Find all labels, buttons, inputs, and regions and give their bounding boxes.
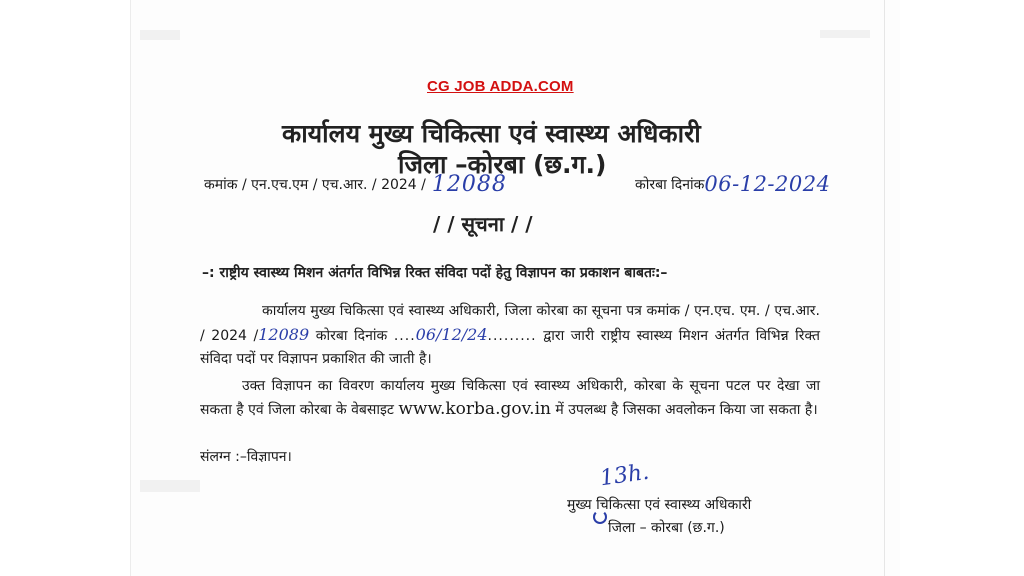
bleed-mark [820,30,870,38]
date-line [635,172,830,196]
paragraph-1-text-b: कोरबा दिनांक [315,328,388,344]
date-handwritten: 06-12-2024 [704,172,831,196]
bleed-mark [140,30,180,40]
signature-scrawl: 13h. [598,459,651,492]
paragraph-1-text-c: द्वारा जारी राष्ट्रीय स्वास्थ्य मिशन अंतर्गत विभिन्न रिक्त संविदा पदों पर विज्ञापन प्रकाशित की जाती है। [200,328,821,367]
reference-line [204,172,507,197]
subject-line: –: राष्ट्रीय स्वास्थ्य मिशन अंतर्गत विभिन्न रिक्त संविदा पदों हेतु विज्ञापन का प्रकाशन बाबतः:– [202,265,668,281]
reference-number: 12088 [431,172,507,197]
office-district: जिला –कोरबा (छ.ग.) [398,150,607,179]
paragraph-2-text-b: में उपलब्ध है जिसका अवलोकन किया जा सकता है। [555,402,818,418]
date-label: कोरबा दिनांक [635,177,705,193]
paragraph-1-text-a: कार्यालय मुख्य चिकित्सा एवं स्वास्थ्य अधिकारी, जिला कोरबा का सूचना पत्र कमांक / एन.एच. एम. / एच.आर. / 2024 / [200,303,820,344]
paragraph-2 [200,375,820,422]
signatory-district: जिला – कोरबा (छ.ग.) [608,520,725,536]
enclosure-line: संलग्न :–विज्ञापन। [200,449,292,465]
paragraph-1: कार्यालय मुख्य चिकित्सा एवं स्वास्थ्य अधिकारी, जिला कोरबा का सूचना पत्र कमांक / एन.एच. एम. / एच.आर. / 2024 /12089 कोरबा दिनांक ....06/12/24......... द्वारा जारी राष्ट्रीय स्वास्थ्य मिशन अंतर्गत विभिन्न रिक्त संविदा पदों पर विज्ञापन प्रकाशित की जाती है। [200,303,821,367]
office-title: कार्यालय मुख्य चिकित्सा एवं स्वास्थ्य अधिकारी [282,119,701,148]
website-url: www.korba.gov.in [398,399,551,419]
signatory-designation: मुख्य चिकित्सा एवं स्वास्थ्य अधिकारी [567,497,752,513]
notice-title: / / सूचना / / [433,212,533,236]
reference-prefix: कमांक / एन.एच.एम / एच.आर. / 2024 / [204,177,426,193]
paragraph-1-ref-handwritten: 12089 [258,325,310,344]
page-edge-left [130,0,131,576]
page-edge-right [884,0,885,576]
watermark-text: CG JOB ADDA.COM [427,78,574,95]
paragraph-2-text-a: उक्त विज्ञापन का विवरण कार्यालय मुख्य चिकित्सा एवं स्वास्थ्य अधिकारी, कोरबा के सूचना पटल पर देखा जा सकता है एवं जिला कोरबा के वेबसाइट [200,378,820,418]
bleed-mark [140,480,200,492]
paragraph-1-date-handwritten: 06/12/24 [415,325,488,344]
